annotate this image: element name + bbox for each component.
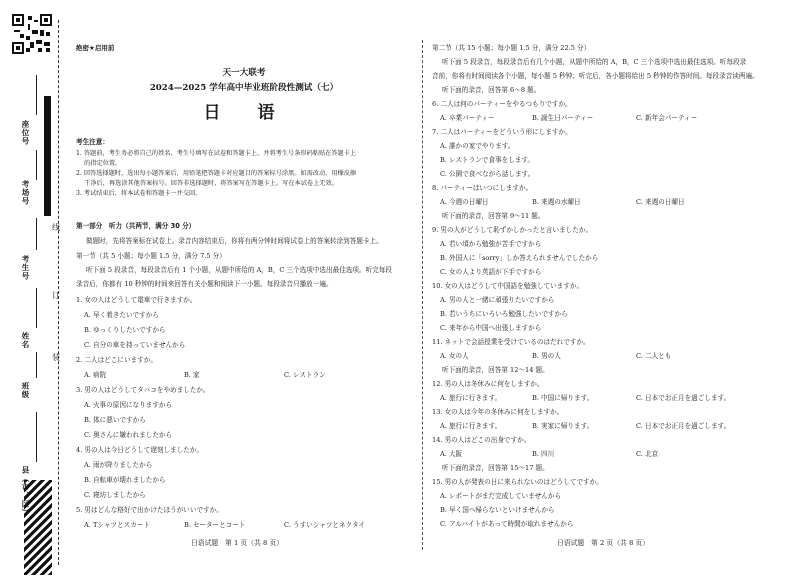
question-14: 14. 男の人はどこの出身ですか。 (432, 436, 531, 444)
option-c: C. レストラン (284, 371, 326, 379)
option-a: A. 男の人と一緒に頑張りたいですから (440, 296, 555, 304)
name-label: 姓名 (21, 332, 30, 349)
option-a: A. Tシャツとスカート (84, 521, 150, 529)
option-b: B. 誕生日パーティー (532, 114, 594, 122)
option-b: B. 自転車が壊れましたから (84, 476, 166, 484)
question-7: 7. 二人はパーティーをどういう形にしますか。 (432, 128, 572, 136)
part1-title: 第一部分 听力（共两节，满分 30 分） (76, 222, 196, 230)
option-a: A. 雨が降りましたから (84, 461, 153, 469)
section2-intro: 听下面 5 段录音，每段录音后有几个小题，从题中所给的 A，B，C 三个选项中选出最佳选项。听每段录 (442, 58, 747, 66)
question-4: 4. 男の人は今日どうして遅刻しましたか。 (76, 446, 204, 454)
option-a: A. 女の人 (440, 352, 469, 360)
option-c: C. 女の人より英語が下手ですから (440, 268, 542, 276)
option-b: B. ゆっくりしたいですから (84, 326, 166, 334)
option-a: A. 病院 (84, 371, 107, 379)
cut-char-bind: 装 (52, 353, 60, 362)
option-b: B. レストランで食事をします。 (440, 156, 535, 164)
option-a: A. 旅行に行きます。 (440, 394, 502, 402)
option-a: A. 若い頃から勉強が苦手ですから (440, 240, 542, 248)
binding-strip (0, 0, 66, 579)
option-b: B. 男の人 (532, 352, 561, 360)
section1-intro: 听下面 5 段录音，每段录音后有 1 个小题，从题中所给的 A，B，C 三个选项中选出最佳选项。听完每段 (86, 266, 392, 274)
option-c: C. アルバイトがあって時間が取れませんから (440, 520, 574, 528)
option-b: B. 体に悪いですから (84, 416, 146, 424)
option-b: B. 家 (184, 371, 200, 379)
option-b: B. 四川 (532, 450, 555, 458)
section2-intro: 音前，你将有时间阅读各个小题，每小题 5 秒钟；听完后，各小题将给出 5 秒钟的作答时间。每段录音读两遍。 (432, 72, 759, 80)
option-a: A. 誰かの家でやります。 (440, 142, 515, 150)
page-footer: 日语试题 第 2 页（共 8 页） (557, 539, 650, 547)
subject-title: 日 语 (203, 103, 285, 123)
question-3: 3. 男の人はどうしてタバコをやめましたか。 (76, 386, 210, 394)
class-label: 班级 (21, 382, 30, 399)
listen-instruction: 听下面的录音，回答第 15～17 题。 (442, 464, 549, 472)
candidate-field-line (36, 218, 37, 250)
option-c: C. 自分の車を持っていませんから (84, 341, 186, 349)
section1-intro: 录音后，你都有 10 秒钟的时间来回答有关小题和阅读下一小题。每段录音只播放一遍。 (76, 280, 333, 288)
question-15: 15. 男の人が発表の日に来られないのはどうしてですか。 (432, 478, 603, 486)
candidate-number-label: 考生号 (21, 255, 30, 281)
option-c: C. 来週の日曜日 (636, 198, 685, 206)
option-c: C. 来年から中国へ出張しますから (440, 324, 542, 332)
section1-title: 第一节（共 5 小题；每小题 1.5 分，满分 7.5 分） (76, 252, 226, 260)
exam-title: 2024—2025 学年高中毕业班阶段性测试（七） (149, 83, 339, 93)
option-a: A. 旅行に行きます。 (440, 422, 502, 430)
exam-room-label: 考场号 (21, 180, 30, 206)
note-line: 的指定位置。 (76, 160, 122, 167)
option-c: C. 二人とも (636, 352, 672, 360)
name-field-line (36, 288, 37, 328)
option-c: C. 北京 (636, 450, 659, 458)
page-footer: 日语试题 第 1 页（共 8 页） (191, 539, 284, 547)
exam-room-field-line (36, 150, 37, 180)
question-13: 13. 女の人は今年の冬休みに何をしますか。 (432, 408, 564, 416)
listen-instruction: 听下面的录音，回答第 12～14 题。 (442, 366, 549, 374)
org-title: 天一大联考 (222, 68, 266, 78)
question-2: 2. 二人はどこにいますか。 (76, 356, 157, 364)
question-8: 8. パーティーはいつにしますか。 (432, 184, 533, 192)
option-c: C. 奥さんに嫌われましたから (84, 431, 173, 439)
option-b: B. 実家に帰ります。 (532, 422, 594, 430)
county-field-line (36, 412, 37, 462)
listen-instruction: 听下面的录音，回答第 6～8 题。 (442, 86, 541, 94)
option-c: C. 日本でお正月を過ごします。 (636, 422, 731, 430)
option-c: C. 新年会パーティー (636, 114, 698, 122)
note-line: 3. 考试结束后，将本试卷和答题卡一并交回。 (76, 190, 202, 197)
note-line: 干净后，再选涂其他答案标号。回答非选择题时，将答案写在答题卡上。写在本试卷上无效。 (76, 180, 338, 187)
option-c: C. 公園で食べながら話します。 (440, 170, 535, 178)
option-a: A. 今週の日曜日 (440, 198, 489, 206)
seat-field-line (36, 75, 37, 115)
qr-code (12, 14, 52, 54)
binding-bar (44, 96, 51, 216)
column-divider (422, 40, 423, 550)
option-c: C. うすいシャツとネクタイ (284, 521, 366, 529)
option-b: B. 早く国へ帰らないといけませんから (440, 506, 555, 514)
question-9: 9. 男の人がどうして恥ずかしかったと言いましたか。 (432, 226, 593, 234)
option-b: B. 来週の水曜日 (532, 198, 581, 206)
notes-heading: 考生注意： (76, 138, 109, 146)
cut-char-line: 线 (52, 223, 60, 232)
option-b: B. 若いうちにいろいろ勉強したいですから (440, 310, 568, 318)
note-line: 2. 回答选择题时，选出每小题答案后，用铅笔把答题卡对应题目的答案标号涂黑。如需改动，用橡皮擦 (76, 170, 357, 177)
part1-intro: 做题时，先将答案标在试卷上。录音内容结束后，你将有两分钟时间将试卷上的答案转涂到答题卡上。 (86, 237, 383, 245)
option-c: C. 寝坊しましたから (84, 491, 146, 499)
secret-mark: 绝密★启用前 (76, 44, 115, 52)
question-10: 10. 女の人はどうして中国語を勉強していますか。 (432, 282, 584, 290)
question-1: 1. 女の人はどうして電車で行きますか。 (76, 296, 197, 304)
option-b: B. 外国人に「sorry」しか答えられませんでしたから (440, 254, 599, 262)
question-6: 6. 二人は何のパーティーをやるつもりですか。 (432, 100, 572, 108)
option-a: A. 火事の原因になりますから (84, 401, 173, 409)
note-line: 1. 答题前，考生务必将自己的姓名、考生号填写在试卷和答题卡上，并将考生号条形码粘贴在答题卡上 (76, 150, 357, 157)
seat-number-label: 座位号 (21, 120, 30, 146)
option-a: A. レポートがまだ完成していませんから (440, 492, 562, 500)
option-b: B. 中国に帰ります。 (532, 394, 594, 402)
option-a: A. 大阪 (440, 450, 463, 458)
class-field-line (36, 352, 37, 378)
question-5: 5. 男はどんな格好で出かけたほうがいいですか。 (76, 506, 223, 514)
option-a: A. 早く着きたいですから (84, 311, 159, 319)
option-b: B. セーターとコート (184, 521, 246, 529)
county-label: 县（市、区） (21, 466, 30, 517)
option-a: A. 卒業パーティー (440, 114, 495, 122)
cut-char-staple: 订 (52, 291, 60, 300)
question-11: 11. ネットで会話授業を受けているのはだれですか。 (432, 338, 590, 346)
question-12: 12. 男の人は冬休みに何をしますか。 (432, 380, 544, 388)
listen-instruction: 听下面的录音，回答第 9～11 题。 (442, 212, 545, 220)
option-c: C. 日本でお正月を過ごします。 (636, 394, 731, 402)
section2-title: 第二节（共 15 小题；每小题 1.5 分，满分 22.5 分） (432, 44, 591, 52)
